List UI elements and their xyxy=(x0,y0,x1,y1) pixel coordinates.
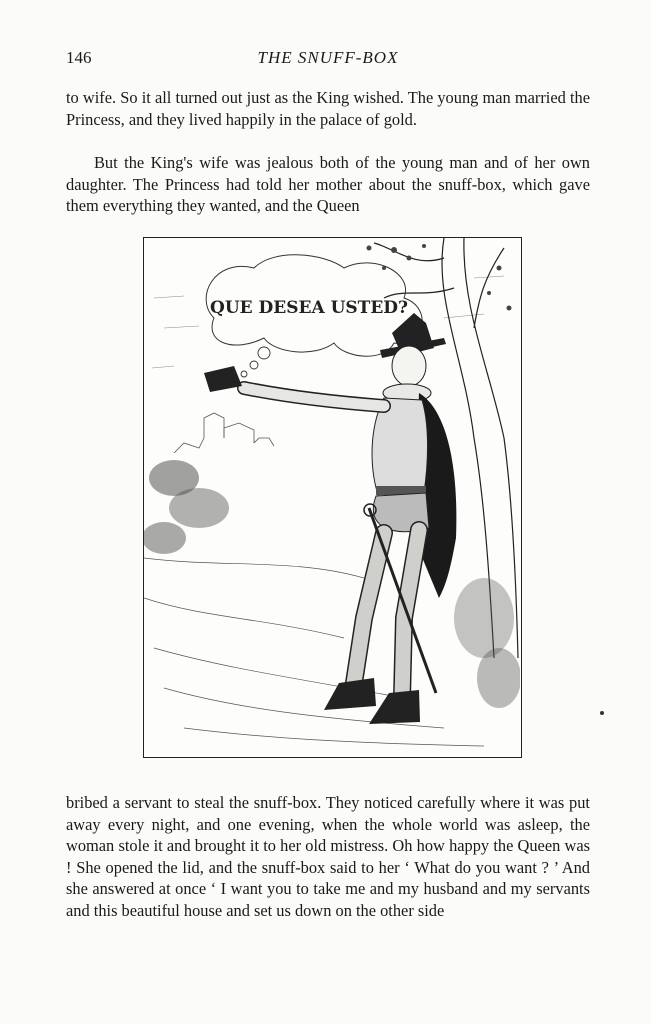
ground xyxy=(144,558,484,746)
paragraph-1: to wife. So it all turned out just as the King wished. The young man married the Princess, and they lived happily in the palace of gold. xyxy=(66,88,590,129)
paragraph-2: But the King's wife was jealous both of the young man and of her own daughter. The Princess had told her mother about the snuff-box, which gave them everything they wanted, and the Queen xyxy=(66,153,590,216)
sky-hatching xyxy=(152,276,504,368)
page-number: 146 xyxy=(66,48,92,67)
stray-ink-dot xyxy=(600,711,604,715)
illustration-man-with-snuff-box xyxy=(143,237,522,758)
bushes xyxy=(144,460,520,708)
running-head xyxy=(66,48,590,72)
distant-town xyxy=(174,413,274,453)
speech-text: QUE DESEA USTED? xyxy=(210,298,408,318)
running-title: THE SNUFF-BOX xyxy=(257,48,399,67)
paragraph-3: bribed a servant to steal the snuff-box. They noticed carefully where it was put away every night, and one evening, when the whole world was asleep, the woman stole it and brought it to her old mistress. Oh how happy the Queen was ! She opened the lid, and the snuff-box said to her ‘ What do you want ? ’ And she answered at once ‘ I want you to take me and my husband and my servants and this beautiful house and set us down on the other side xyxy=(66,793,590,920)
illustration-drawing xyxy=(144,238,520,756)
speech-cloud xyxy=(206,255,422,377)
man-figure xyxy=(204,313,456,724)
